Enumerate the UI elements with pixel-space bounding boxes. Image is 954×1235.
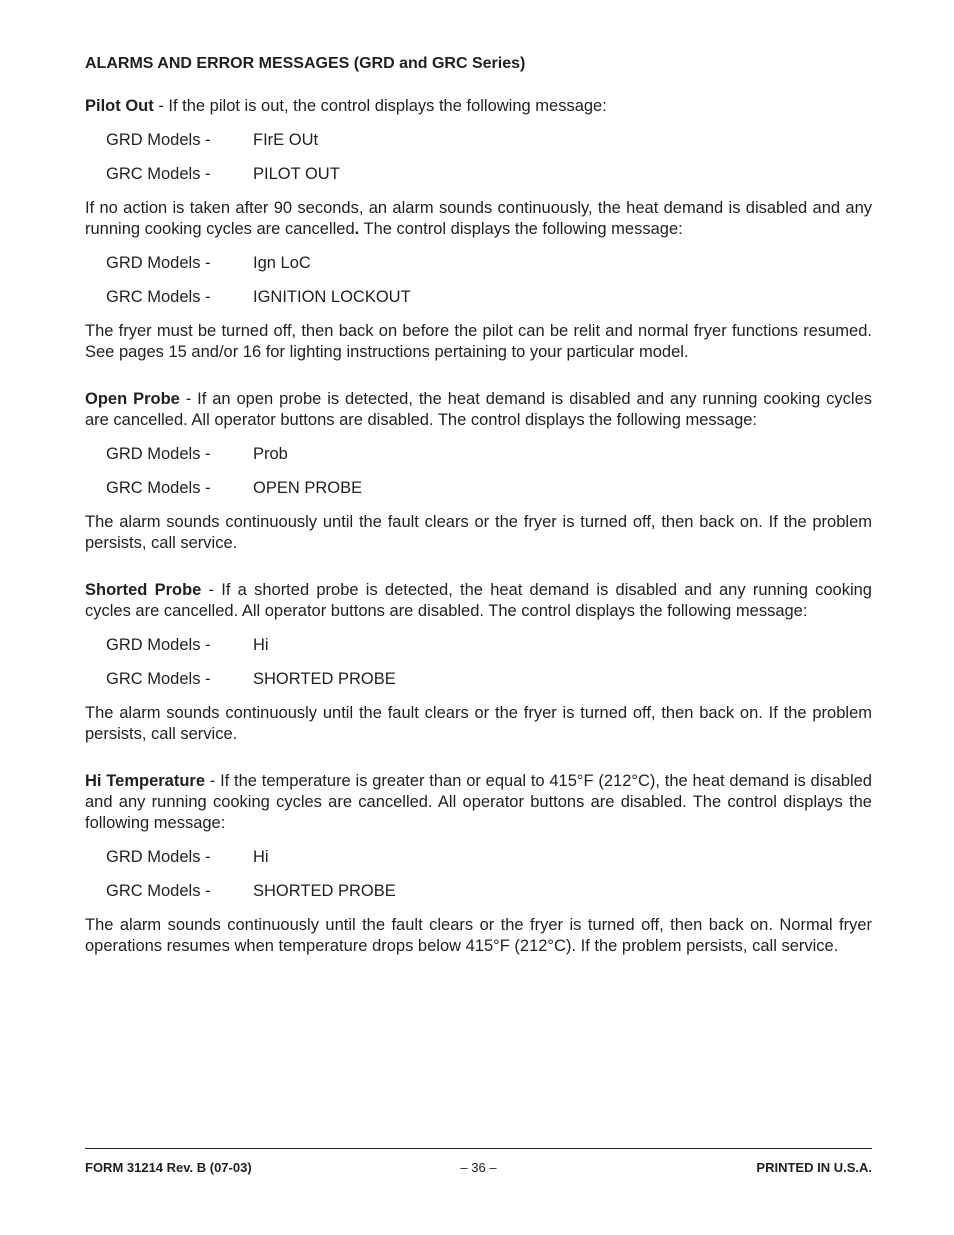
page-footer [85,1148,872,1178]
grc-models-label: GRC Models - [106,670,211,688]
open-probe-grc-message [85,478,872,499]
grd-display-code: Ign LoC [253,254,311,272]
shorted-probe-grd-message [85,635,872,656]
grc-display-code: PILOT OUT [253,165,340,183]
open-probe-paragraph [85,389,872,431]
grd-models-label: GRD Models - [106,848,211,866]
grd-display-code: Hi [253,636,269,654]
grc-display-code: OPEN PROBE [253,479,363,497]
grc-models-label: GRC Models - [106,165,211,183]
shorted-probe-title: Shorted Probe [85,581,202,599]
pilot-out-grc-message [85,164,872,185]
ignition-grc-message [85,287,872,308]
grd-display-code: FIrE OUt [253,131,319,149]
open-probe-text: - If an open probe is detected, the heat demand is disabled and any running cooking cycles are cancelled. All operator buttons are disabled. The control displays the following message: [85,390,872,429]
hi-temperature-text: - If the temperature is greater than or equal to 415°F (212°C), the heat demand is disabled and any running cooking cycles are cancelled. All operator buttons are disabled. The control displays the following message: [85,772,872,832]
section-heading: ALARMS AND ERROR MESSAGES (GRD and GRC Series) [85,55,526,72]
grd-models-label: GRD Models - [106,131,211,149]
pilot-out-grd-message [85,130,872,151]
hi-temperature-paragraph [85,771,872,834]
open-probe-after-paragraph: The alarm sounds continuously until the fault clears or the fryer is turned off, then back on. If the problem persists, call service. [85,513,872,552]
hi-temperature-title: Hi Temperature [85,772,206,790]
grc-display-code: SHORTED PROBE [253,670,396,688]
page-number: – 36 – [460,1160,497,1175]
hi-temperature-grd-message [85,847,872,868]
grc-models-label: GRC Models - [106,479,211,497]
form-number: FORM 31214 Rev. B (07-03) [85,1160,252,1175]
open-probe-title: Open Probe [85,390,180,408]
grd-models-label: GRD Models - [106,636,211,654]
pilot-out-paragraph [85,96,872,117]
grd-display-code: Hi [253,848,269,866]
grc-display-code: SHORTED PROBE [253,882,396,900]
hi-temperature-grc-message [85,881,872,902]
pilot-out-title: Pilot Out [85,97,154,115]
hi-temperature-after-paragraph: The alarm sounds continuously until the fault clears or the fryer is turned off, then back on. Normal fryer operations resumes when temperature drops below 415°F (212°C). If the problem persists, call service. [85,916,872,955]
grc-display-code: IGNITION LOCKOUT [253,288,411,306]
grd-display-code: Prob [253,445,288,463]
grc-models-label: GRC Models - [106,882,211,900]
shorted-probe-grc-message [85,669,872,690]
shorted-probe-paragraph [85,580,872,622]
fryer-off-paragraph: The fryer must be turned off, then back on before the pilot can be relit and normal fryer functions resumed. See pages 15 and/or 16 for lighting instructions pertaining to your particular model. [85,322,872,361]
no-action-text-end: The control displays the following message: [359,220,683,238]
no-action-period: . [354,220,360,238]
open-probe-grd-message [85,444,872,465]
no-action-text: If no action is taken after 90 seconds, an alarm sounds continuously, the heat demand is disabled and any running cooking cycles are cancelled [85,199,872,238]
printed-in: PRINTED IN U.S.A. [756,1160,872,1175]
pilot-out-text: - If the pilot is out, the control displays the following message: [153,97,607,115]
grc-models-label: GRC Models - [106,288,211,306]
no-action-paragraph [85,198,872,240]
grd-models-label: GRD Models - [106,445,211,463]
shorted-probe-after-paragraph: The alarm sounds continuously until the fault clears or the fryer is turned off, then back on. If the problem persists, call service. [85,704,872,743]
document-page [85,53,872,957]
ignition-grd-message [85,253,872,274]
grd-models-label: GRD Models - [106,254,211,272]
shorted-probe-text: - If a shorted probe is detected, the heat demand is disabled and any running cooking cycles are cancelled. All operator buttons are disabled. The control displays the following message: [85,581,872,620]
